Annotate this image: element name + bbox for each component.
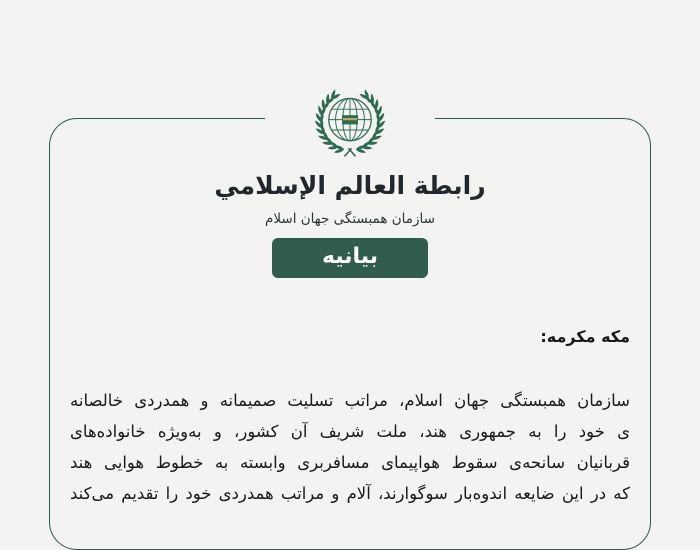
arabic-title: رابطة العالم الإسلامي [214, 171, 486, 200]
statement-banner [272, 238, 428, 278]
statement-banner-label: بیانیه [321, 243, 379, 269]
body-line: قربانیان سانحه‌ی سقوط هواپیمای مسافربری وابسته به خطوط هوایی هند [70, 453, 630, 472]
body-line: ی خود را به جمهوری هند، ملت شریف آن کشور، و به‌ویژه خانواده‌های [70, 422, 630, 441]
body-line: سازمان همبستگی جهان اسلام، مراتب تسلیت صمیمانه و همدردی خالصانه [70, 391, 630, 410]
statement-body [70, 385, 630, 509]
body-line: که در این ضایعه اندوه‌بار سوگوارند، آلام و مراتب همدردی خود را تقدیم می‌کند [70, 484, 630, 503]
kaaba-mark [342, 115, 358, 124]
location-line: مکه مکرمه: [540, 327, 630, 346]
logo-area [265, 80, 435, 168]
wreath-globe-emblem-icon [310, 86, 390, 166]
persian-subtitle: سازمان همبستگی جهان اسلام [265, 211, 435, 227]
